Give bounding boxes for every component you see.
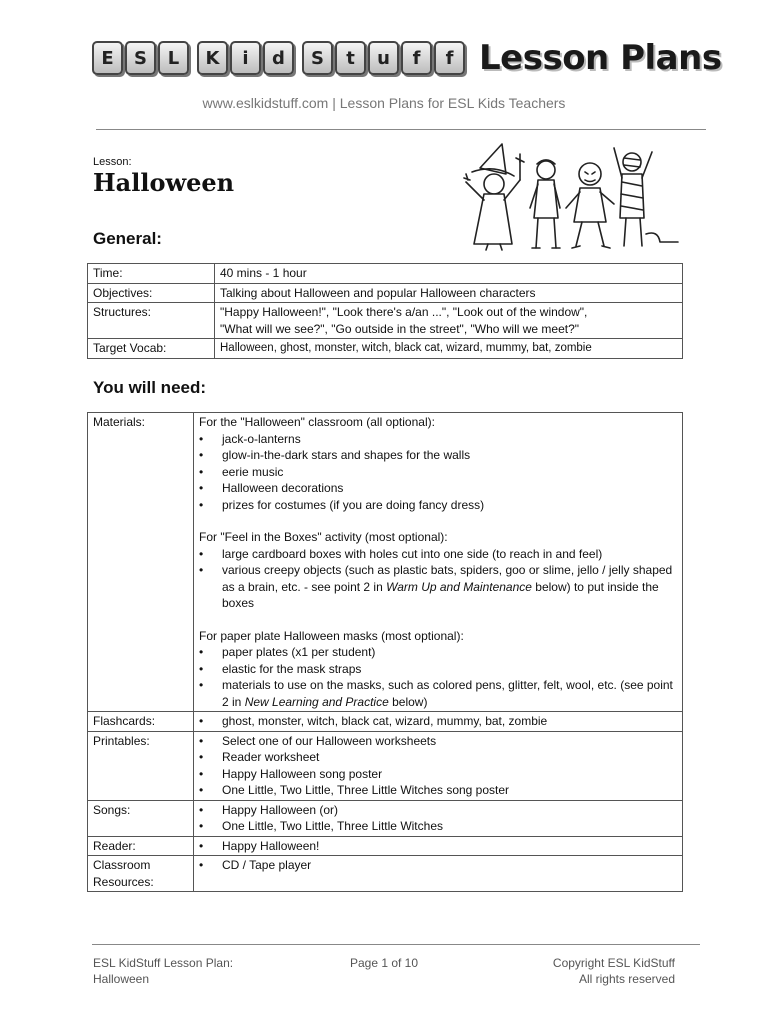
footer-left-line-2: Halloween (93, 972, 150, 986)
logo-tile: f (434, 41, 465, 75)
logo-tile: d (263, 41, 294, 75)
row-value (194, 800, 683, 836)
row-label: Printables: (88, 731, 194, 800)
monster-figure (566, 163, 614, 248)
row-value (194, 413, 683, 712)
row-value (194, 731, 683, 800)
row-value (194, 856, 683, 892)
logo-tile: K (197, 41, 228, 75)
footer-copyright (553, 955, 675, 987)
row-value: Talking about Halloween and popular Halloween characters (215, 283, 683, 303)
list-item: • prizes for costumes (if you are doing fancy dress) (199, 497, 677, 514)
table-row (88, 339, 683, 359)
footer-right-line-2: All rights reserved (578, 972, 675, 986)
logo-tile: S (302, 41, 333, 75)
list-item: • Halloween decorations (199, 480, 677, 497)
footer-right-line-1: Copyright ESL KidStuff (552, 956, 675, 970)
list-item: • One Little, Two Little, Three Little Witches (199, 818, 677, 835)
group-title: For the "Halloween" classroom (all optional): (199, 415, 435, 429)
logo-tile: L (158, 41, 189, 75)
list-item: • elastic for the mask straps (199, 661, 677, 678)
logo-tile: E (92, 41, 123, 75)
table-row (88, 413, 683, 712)
table-row (88, 856, 683, 892)
item-emphasis: New Learning and Practice (244, 694, 389, 709)
header-divider (96, 129, 706, 130)
table-row (88, 303, 683, 339)
list-item: • paper plates (x1 per student) (199, 644, 677, 661)
row-label: Songs: (88, 800, 194, 836)
footer-left-line-1: ESL KidStuff Lesson Plan: (93, 956, 234, 970)
list-item: • Happy Halloween! (199, 838, 677, 855)
group-title: For paper plate Halloween masks (most optional): (199, 628, 464, 643)
table-row (88, 731, 683, 800)
list-item: • CD / Tape player (199, 857, 677, 874)
halloween-characters-illustration (462, 138, 682, 254)
row-value (194, 836, 683, 856)
logo-tiles (92, 41, 467, 75)
page-number: Page 1 of 10 (349, 956, 419, 970)
row-label: Classroom Resources: (88, 856, 194, 892)
table-row (88, 283, 683, 303)
row-value (215, 303, 683, 339)
list-item (199, 562, 677, 612)
logo-tile: u (368, 41, 399, 75)
list-item: • Reader worksheet (199, 749, 677, 766)
list-item: • Select one of our Halloween worksheets (199, 733, 677, 750)
item-text: below) to put inside the boxes (222, 579, 659, 610)
list-item: • ghost, monster, witch, black cat, wizard, mummy, bat, zombie (199, 713, 677, 730)
row-label: Structures: (88, 303, 215, 339)
mummy-figure (614, 148, 678, 246)
row-value: Halloween, ghost, monster, witch, black cat, wizard, mummy, bat, zombie (215, 339, 683, 359)
logo-tile: S (125, 41, 156, 75)
general-heading: General: (93, 229, 162, 248)
esl-kidstuff-logo (92, 30, 722, 86)
group2-list (199, 546, 677, 612)
list-item: • glow-in-the-dark stars and shapes for the walls (199, 447, 677, 464)
list-item: • jack-o-lanterns (199, 431, 677, 448)
group1-list (199, 431, 677, 514)
structures-line-1: "Happy Halloween!", "Look there's a/an ...", "Look out of the window", (220, 305, 588, 319)
logo-tile: f (401, 41, 432, 75)
footer-divider (92, 944, 700, 945)
item-text: below) (388, 694, 428, 709)
table-row (88, 836, 683, 856)
table-row (88, 800, 683, 836)
item-text: various creepy objects (such as plastic bats, spiders, goo or slime, jello / jelly shaped as a brain, etc. - see point 2 in (222, 563, 673, 594)
group-title: For "Feel in the Boxes" activity (most optional): (199, 530, 448, 544)
row-label: Target Vocab: (88, 339, 215, 359)
list-item: • large cardboard boxes with holes cut into one side (to reach in and feel) (199, 546, 677, 563)
structures-line-2: "What will we see?", "Go outside in the street", "Who will we meet?" (220, 321, 580, 336)
zombie-figure (530, 160, 560, 248)
row-value (194, 712, 683, 732)
group3-list (199, 644, 677, 710)
you-will-need-heading: You will need: (93, 378, 207, 397)
list-item: • Happy Halloween (or) (199, 802, 677, 819)
witch-figure (464, 144, 524, 250)
row-value: 40 mins - 1 hour (215, 264, 683, 284)
lesson-title: Halloween (93, 168, 235, 197)
list-item: • One Little, Two Little, Three Little Witches song poster (199, 782, 677, 799)
list-item: • Happy Halloween song poster (199, 766, 677, 783)
row-label: Reader: (88, 836, 194, 856)
logo-tile: t (335, 41, 366, 75)
item-emphasis: Warm Up and Maintenance (386, 579, 532, 594)
table-row (88, 712, 683, 732)
materials-table (87, 412, 683, 892)
item-text: materials to use on the masks, such as colored pens, glitter, felt, wool, etc. (see point 2 in (222, 678, 673, 709)
header-title: Lesson Plans (479, 38, 722, 78)
list-item: • eerie music (199, 464, 677, 481)
row-label: Flashcards: (88, 712, 194, 732)
row-label: Objectives: (88, 283, 215, 303)
general-table (87, 263, 683, 359)
row-label: Time: (88, 264, 215, 284)
logo-tile: i (230, 41, 261, 75)
row-label: Materials: (88, 413, 194, 712)
lesson-label: Lesson: (93, 156, 132, 168)
table-row (88, 264, 683, 284)
list-item (199, 677, 677, 710)
header-tagline: www.eslkidstuff.com | Lesson Plans for ESL Kids Teachers (202, 95, 566, 111)
